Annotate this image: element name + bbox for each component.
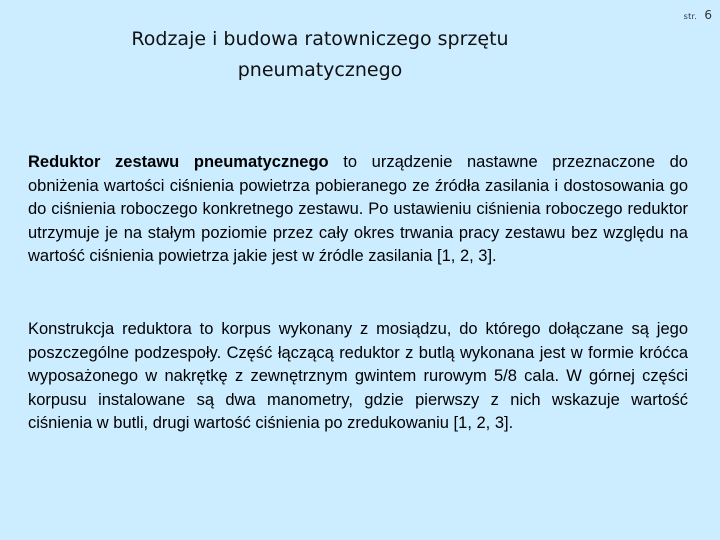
paragraph-reduktor-definition (28, 151, 688, 269)
defined-term: Reduktor zestawu pneumatycznego (28, 153, 329, 171)
page-number (684, 4, 712, 23)
page-title: Rodzaje i budowa ratowniczego sprzętu pneumatycznego (131, 28, 509, 81)
page-number-prefix: str. (683, 12, 698, 21)
page-number-value: 6 (704, 8, 712, 22)
paragraph-text: Konstrukcja reduktora to korpus wykonany z mosiądzu, do którego dołączane są jego poszczególne podzespoły. Część łączącą reduktor z butlą wykonana jest w formie króćca wyposażonego w nakrętkę z zewnętrznym gwintem rurowym 5/8 cala. W górnej części korpusu instalowane są dwa manometry, gdzie pierwszy z nich wskazuje wartość ciśnienia w butli, drugi wartość ciśnienia po zredukowaniu [1, 2, 3]. (28, 320, 688, 432)
paragraph-reduktor-construction (28, 318, 688, 436)
paragraph-text: to urządzenie nastawne przeznaczone do obniżenia wartości ciśnienia powietrza pobieranego ze źródła zasilania i dostosowania go do ciśnienia roboczego konkretnego zestawu. Po ustawieniu ciśnienia roboczego reduktor utrzymuje je na stałym poziomie przez cały okres trwania pracy zestawu bez względu na wartość ciśnienia powietrza jakie jest w źródle zasilania [1, 2, 3]. (28, 153, 688, 265)
